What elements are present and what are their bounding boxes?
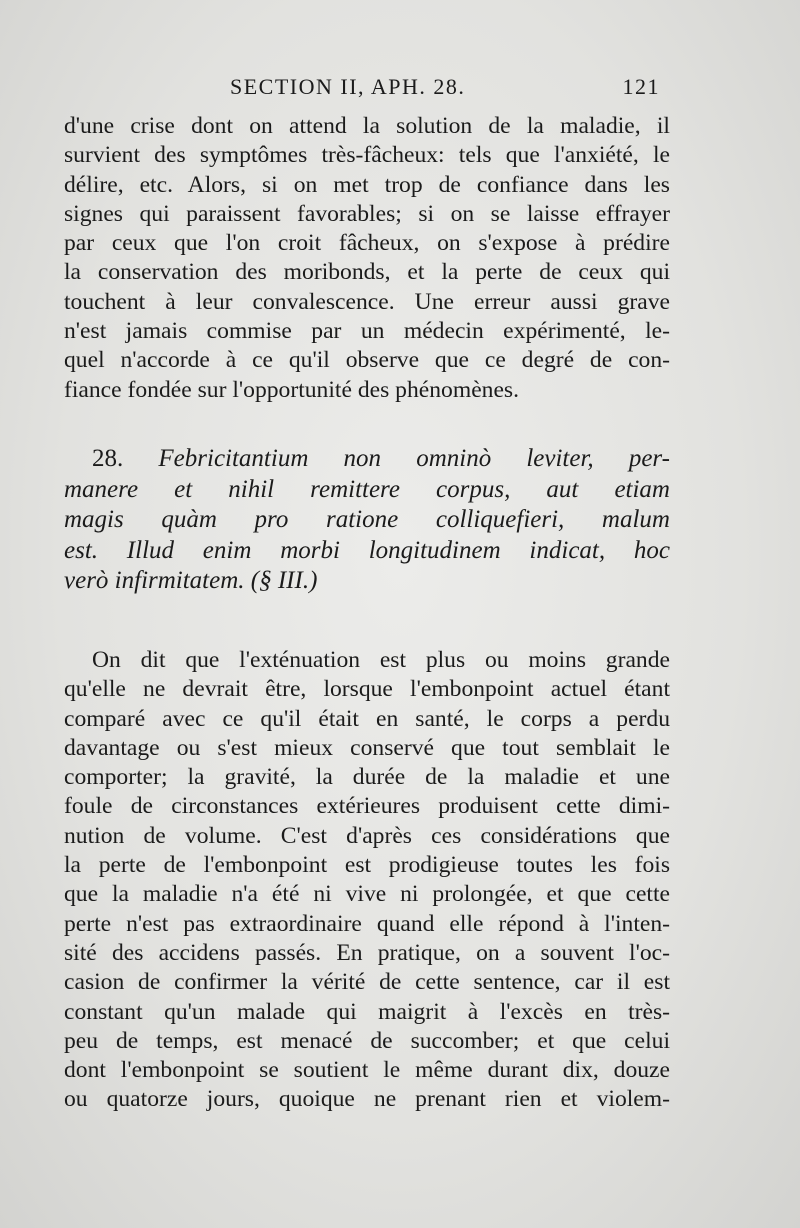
text-line: sité des accidens passés. En pratique, on a souvent l'oc- [64,939,670,966]
text-line: nution de volume. C'est d'après ces considérations que [64,822,670,849]
text-line: comparé avec ce qu'il était en santé, le corps a perdu [64,705,670,732]
text-line: peu de temps, est menacé de succomber; et que celui [64,1027,670,1054]
text-line: est. Illud enim morbi longitudinem indicat, hoc [64,536,670,564]
aphorism-28-latin [64,444,670,597]
text-line: casion de confirmer la vérité de cette sentence, car il est [64,969,670,996]
text-line: fiance fondée sur l'opportunité des phénomènes. [64,376,520,403]
text-line: foule de circonstances extérieures produisent cette dimi- [64,793,670,820]
text-line: signes qui paraissent favorables; si on se laisse effrayer [64,200,670,227]
running-head [60,68,660,104]
commentary-paragraph [64,646,670,1115]
text-line: verò infirmitatem. (§ III.) [64,567,318,594]
text-line: qu'elle ne devrait être, lorsque l'embonpoint actuel étant [64,676,670,703]
text-line: d'une crise dont on attend la solution de la maladie, il [64,113,670,139]
text-line: Febricitantium non omninò leviter, per- [158,445,670,472]
commentary-paragraph-continued [64,112,670,405]
text-line: comporter; la gravité, la durée de la maladie et une [64,764,670,791]
text-line: la conservation des moribonds, et la perte de ceux qui [64,259,670,286]
aphorism-first-line [64,444,670,475]
running-title: SECTION II, APH. 28. [230,74,466,99]
text-line: la perte de l'embonpoint est prodigieuse toutes les fois [64,852,670,879]
page-number: 121 [622,74,660,99]
text-line: délire, etc. Alors, si on met trop de confiance dans les [64,171,670,198]
aphorism-number: 28. [92,445,124,472]
text-line: ou quatorze jours, quoique ne prenant rien et violem- [64,1086,670,1113]
text-line: On dit que l'exténuation est plus ou moins grande [92,647,670,673]
text-line: manere et nihil remittere corpus, aut etiam [64,475,670,503]
text-line: quel n'accorde à ce qu'il observe que ce degré de con- [64,347,670,374]
text-line: touchent à leur convalescence. Une erreur aussi grave [64,288,670,315]
text-line: davantage ou s'est mieux conservé que tout semblait le [64,734,670,761]
text-line: que la maladie n'a été ni vive ni prolongée, et que cette [64,881,670,908]
text-line: par ceux que l'on croit fâcheux, on s'expose à prédire [64,230,670,257]
text-line: magis quàm pro ratione colliquefieri, malum [64,506,670,533]
text-line: survient des symptômes très-fâcheux: tels que l'anxiété, le [64,142,670,169]
text-line: perte n'est pas extraordinaire quand elle répond à l'inten- [64,910,670,937]
text-line: n'est jamais commise par un médecin expérimenté, le- [64,318,670,345]
text-line: dont l'embonpoint se soutient le même durant dix, douze [64,1057,670,1084]
text-line: constant qu'un malade qui maigrit à l'excès en très- [64,998,670,1025]
